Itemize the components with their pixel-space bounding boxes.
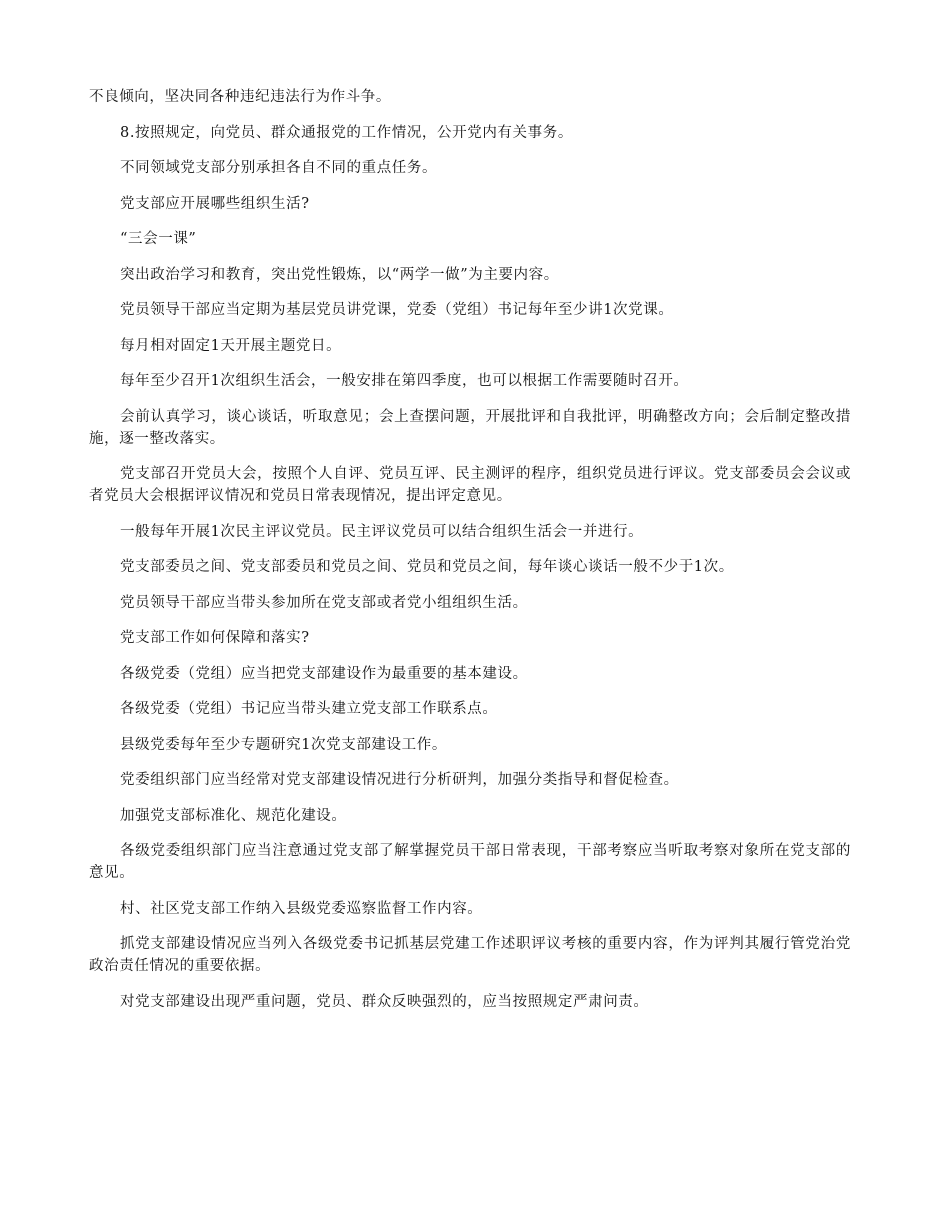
paragraph: 对党支部建设出现严重问题，党员、群众反映强烈的，应当按照规定严肃问责。: [120, 993, 649, 1010]
paragraph: 每月相对固定1天开展主题党日。: [120, 337, 342, 354]
paragraph: 一般每年开展1次民主评议党员。民主评议党员可以结合组织生活会一并进行。: [120, 523, 644, 540]
paragraph: 会前认真学习，谈心谈话，听取意见；会上查摆问题，开展批评和自我批评，明确整改方向；会后制定整改措施，逐一整改落实。: [89, 408, 851, 447]
paragraph: 村、社区党支部工作纳入县级党委巡察监督工作内容。: [120, 900, 483, 917]
paragraph: 县级党委每年至少专题研究1次党支部建设工作。: [120, 736, 447, 753]
paragraph: 党支部召开党员大会，按照个人自评、党员互评、民主测评的程序，组织党员进行评议。党支部委员会会议或者党员大会根据评议情况和党员日常表现情况，提出评定意见。: [89, 466, 851, 504]
paragraph: 突出政治学习和教育，突出党性锻炼，以“两学一做”为主要内容。: [120, 266, 559, 283]
paragraph: 各级党委（党组）应当把党支部建设作为最重要的基本建设。: [120, 665, 528, 682]
paragraph: 抓党支部建设情况应当列入各级党委书记抓基层党建工作述职评议考核的重要内容，作为评判其履行管党治党政治责任情况的重要依据。: [89, 936, 851, 974]
section-question: 党支部工作如何保障和落实?: [120, 630, 310, 646]
paragraph: 每年至少召开1次组织生活会，一般安排在第四季度，也可以根据工作需要随时召开。: [120, 373, 689, 389]
section-question: 党支部应开展哪些组织生活?: [120, 195, 310, 212]
paragraph: 8.按照规定，向党员、群众通报党的工作情况，公开党内有关事务。: [120, 124, 573, 141]
paragraph: 党委组织部门应当经常对党支部建设情况进行分析研判，加强分类指导和督促检查。: [120, 772, 679, 788]
paragraph: 不良倾向，坚决同各种违纪违法行为作斗争。: [89, 89, 391, 105]
section-subheading: “三会一课”: [120, 231, 197, 247]
document-body: [89, 86, 851, 1026]
paragraph: 党员领导干部应当带头参加所在党支部或者党小组组织生活。: [120, 594, 528, 611]
paragraph: 各级党委组织部门应当注意通过党支部了解掌握党员干部日常表现，干部考察应当听取考察对象所在党支部的意见。: [89, 843, 851, 881]
paragraph: 党支部委员之间、党支部委员和党员之间、党员和党员之间，每年谈心谈话一般不少于1次。: [120, 559, 734, 575]
paragraph: 不同领域党支部分别承担各自不同的重点任务。: [120, 160, 438, 176]
paragraph: 党员领导干部应当定期为基层党员讲党课，党委（党组）书记每年至少讲1次党课。: [120, 302, 674, 318]
paragraph: 加强党支部标准化、规范化建设。: [120, 807, 347, 824]
paragraph: 各级党委（党组）书记应当带头建立党支部工作联系点。: [120, 701, 498, 717]
